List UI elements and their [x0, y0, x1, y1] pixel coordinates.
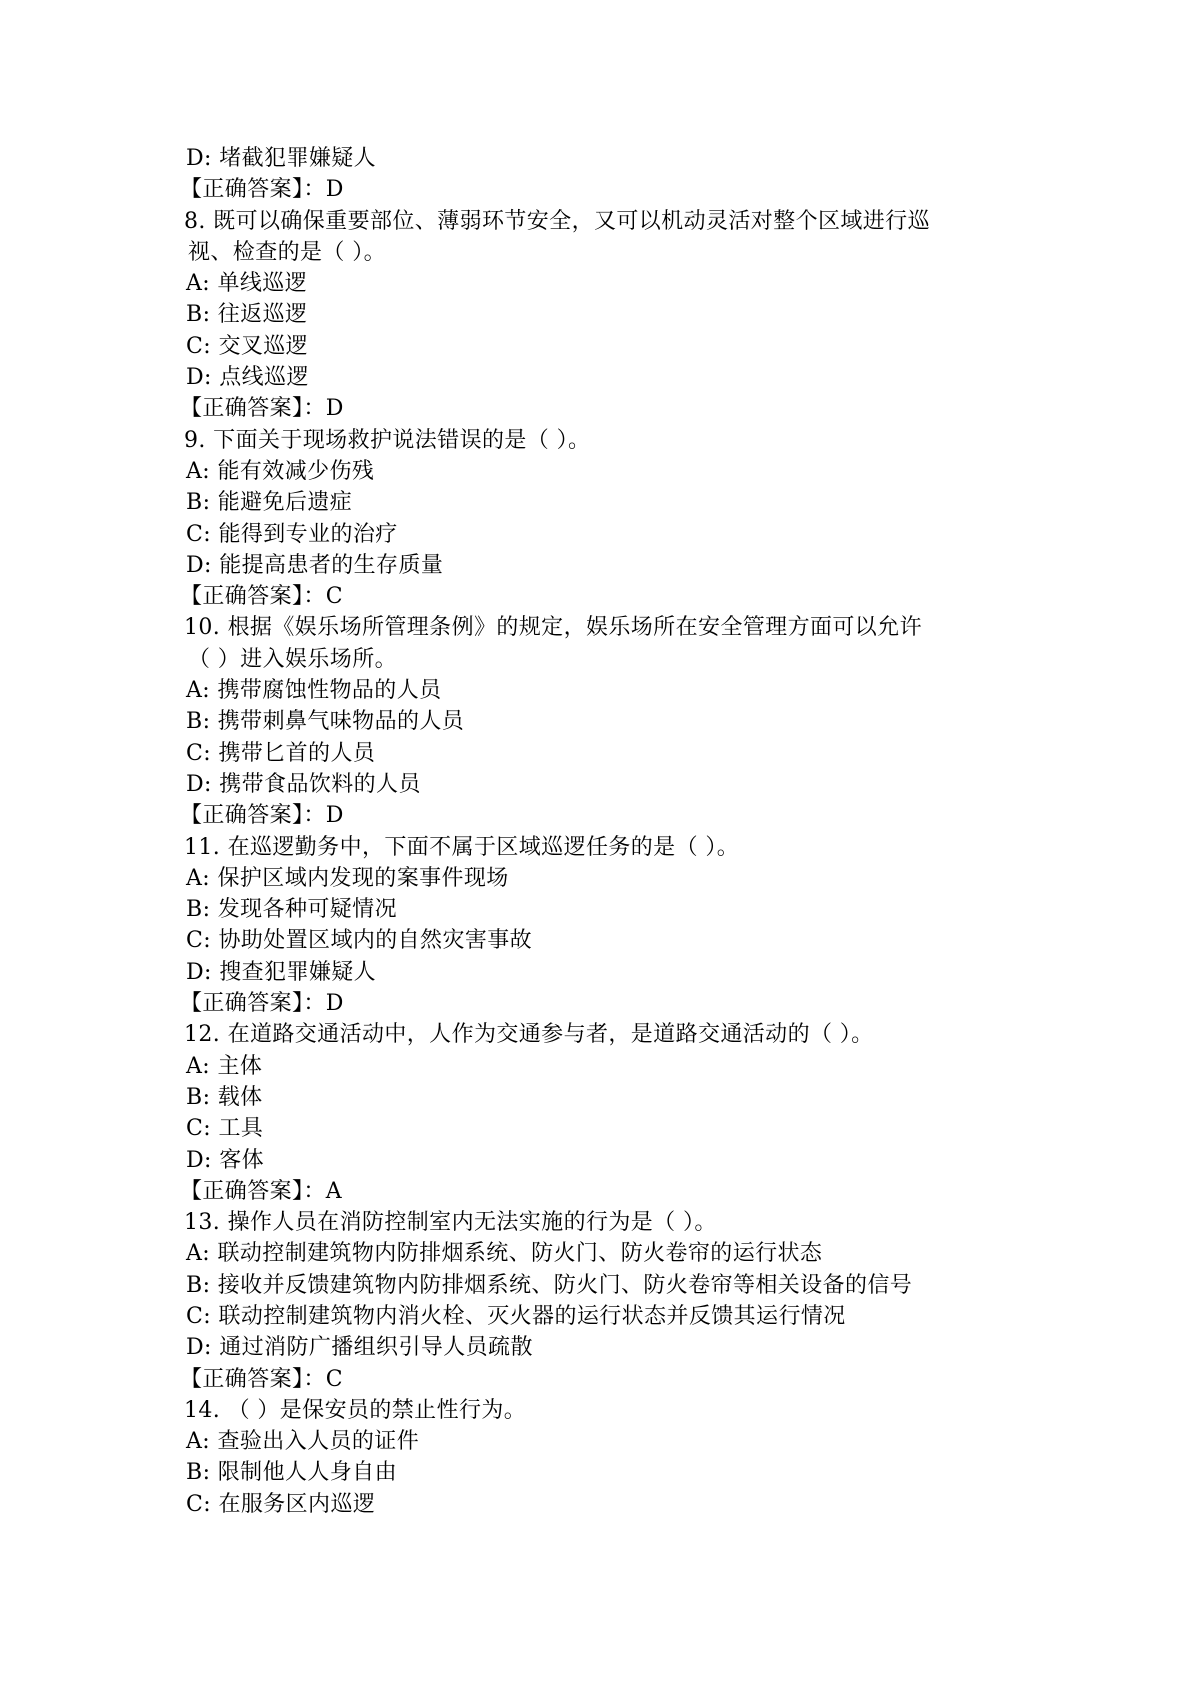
answer-option: D: 能提高患者的生存质量	[186, 552, 444, 578]
answer-option: B: 载体	[186, 1084, 263, 1110]
answer-option: D: 搜查犯罪嫌疑人	[186, 959, 377, 985]
question-text: 10. 根据《娱乐场所管理条例》的规定，娱乐场所在安全管理方面可以允许	[184, 615, 922, 641]
answer-option: C: 携带匕首的人员	[186, 740, 376, 766]
answer-option: D: 点线巡逻	[186, 365, 309, 391]
answer-option: C: 工具	[186, 1116, 264, 1142]
answer-option: C: 在服务区内巡逻	[186, 1491, 376, 1517]
answer-option: A: 主体	[186, 1053, 263, 1079]
answer-option: A: 携带腐蚀性物品的人员	[186, 678, 442, 704]
answer-option: A: 单线巡逻	[186, 271, 308, 297]
question-text: 12. 在道路交通活动中，人作为交通参与者，是道路交通活动的（ ）。	[184, 1022, 874, 1048]
answer-option: A: 查验出入人员的证件	[186, 1429, 420, 1455]
question-text-continued: （ ）进入娱乐场所。	[188, 646, 397, 672]
question-text-continued: 视、检查的是（ ）。	[188, 239, 386, 265]
correct-answer: 【正确答案】：C	[180, 584, 344, 610]
answer-option: D: 通过消防广播组织引导人员疏散	[186, 1335, 533, 1361]
answer-option: B: 往返巡逻	[186, 302, 308, 328]
answer-option: C: 能得到专业的治疗	[186, 521, 398, 547]
answer-option: C: 协助处置区域内的自然灾害事故	[186, 928, 533, 954]
question-text: 11. 在巡逻勤务中，下面不属于区域巡逻任务的是（ ）。	[184, 834, 740, 860]
correct-answer: 【正确答案】：C	[180, 1366, 344, 1392]
question-text: 13. 操作人员在消防控制室内无法实施的行为是（ ）。	[184, 1210, 717, 1236]
answer-option: C: 联动控制建筑物内消火栓、灭火器的运行状态并反馈其运行情况	[186, 1303, 846, 1329]
answer-option: A: 能有效减少伤残	[186, 458, 375, 484]
answer-option: D: 携带食品饮料的人员	[186, 771, 421, 797]
answer-option: D: 客体	[186, 1147, 265, 1173]
answer-option: B: 限制他人人身自由	[186, 1460, 397, 1486]
answer-option: A: 保护区域内发现的案事件现场	[186, 865, 509, 891]
answer-option: D: 堵截犯罪嫌疑人	[186, 146, 377, 171]
correct-answer: 【正确答案】：D	[180, 396, 344, 422]
question-text: 9. 下面关于现场救护说法错误的是（ ）。	[184, 427, 591, 453]
answer-option: B: 携带刺鼻气味物品的人员	[186, 709, 465, 735]
answer-option: C: 交叉巡逻	[186, 333, 309, 359]
document-body	[180, 143, 1014, 1520]
answer-option: B: 接收并反馈建筑物内防排烟系统、防火门、防火卷帘等相关设备的信号	[186, 1272, 913, 1298]
answer-option: A: 联动控制建筑物内防排烟系统、防火门、防火卷帘的运行状态	[186, 1241, 823, 1267]
answer-option: B: 能避免后遗症	[186, 490, 353, 516]
correct-answer: 【正确答案】：A	[180, 1178, 343, 1204]
question-text: 14. （ ）是保安员的禁止性行为。	[184, 1397, 527, 1423]
question-text: 8. 既可以确保重要部位、薄弱环节安全，又可以机动灵活对整个区域进行巡	[184, 208, 930, 234]
correct-answer: 【正确答案】：D	[180, 803, 344, 829]
answer-option: B: 发现各种可疑情况	[186, 897, 397, 923]
correct-answer: 【正确答案】：D	[180, 177, 344, 203]
correct-answer: 【正确答案】：D	[180, 991, 344, 1017]
